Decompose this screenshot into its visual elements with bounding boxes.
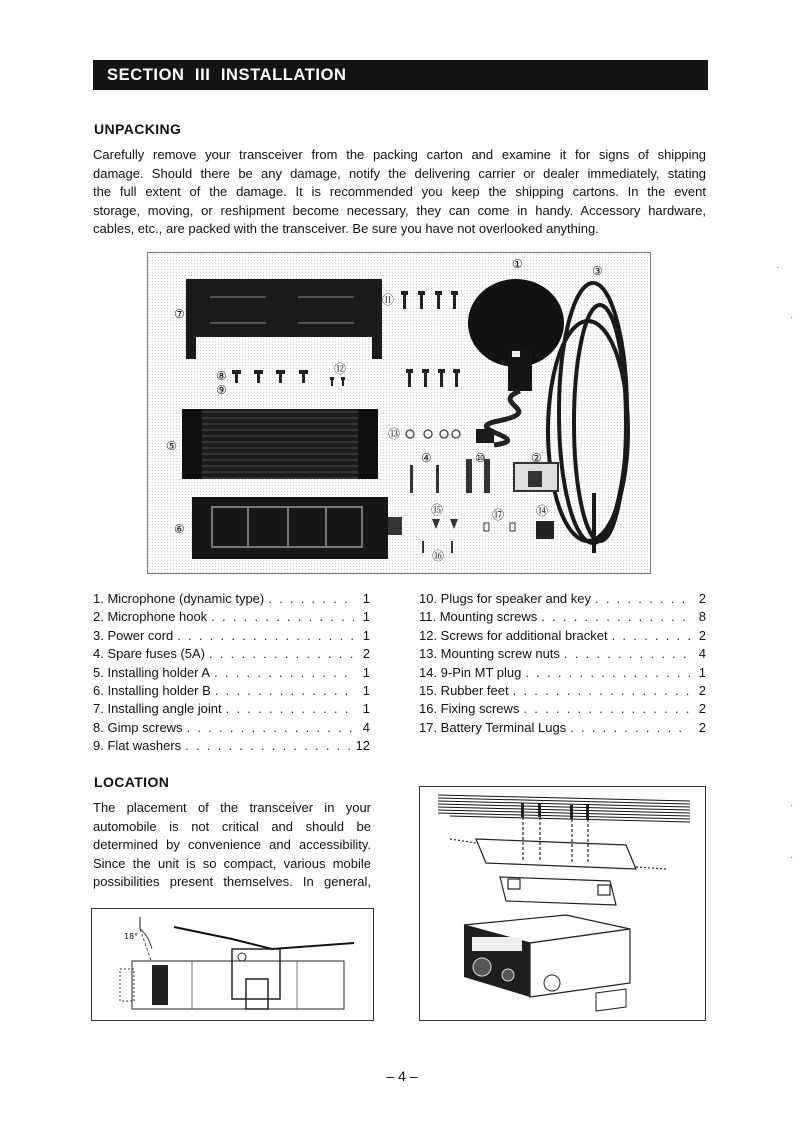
location-line: The placement of the transceiver in your — [93, 800, 371, 815]
location-heading: LOCATION — [94, 774, 170, 790]
callout-14: ⑭ — [536, 504, 549, 518]
unpacking-line: Carefully remove your transceiver from the packing carton and examine it for signs of shipping — [93, 147, 706, 162]
parts-list-right — [419, 590, 706, 737]
callout-16: ⑯ — [432, 549, 445, 563]
location-line: Since the unit is so compact, various mobile — [93, 855, 371, 871]
parts-list-item: 1. Microphone (dynamic type) . . . 1 — [93, 590, 370, 608]
parts-list-item: 17. Battery Terminal Lugs . . . 2 — [419, 719, 706, 737]
parts-list-item: 10. Plugs for speaker and key . . . 2 — [419, 590, 706, 608]
installing-holder-a-image — [182, 409, 378, 479]
callout-12: ⑫ — [334, 362, 347, 376]
location-paragraph — [93, 799, 371, 892]
unpacking-line: the full extent of the damage. It is recommended you keep the shipping cartons. In the event — [93, 184, 706, 200]
installing-holder-b-image — [192, 497, 402, 559]
callout-10: ⑩ — [475, 451, 486, 465]
parts-list-item: 13. Mounting screw nuts . . . 4 — [419, 645, 706, 663]
angle-label: 18° — [124, 932, 139, 941]
parts-list-item: 7. Installing angle joint . . . 1 — [93, 700, 370, 718]
callout-13: ⑬ — [388, 427, 401, 441]
unpacking-line: storage, moving, or reshipment become necessary, they can come in handy. Accessory hardware, — [93, 202, 706, 218]
parts-list-item: 6. Installing holder B . . . 1 — [93, 682, 370, 700]
unpacking-line: damage. Should there be any damage, notify the delivering carrier or dealer immediately, stating — [93, 165, 706, 181]
callout-3: ③ — [592, 264, 603, 278]
callout-9: ⑨ — [216, 383, 227, 397]
section-title-banner: SECTION III INSTALLATION — [93, 60, 708, 90]
parts-list-item: 9. Flat washers . . . 12 — [93, 737, 370, 755]
unpacking-heading: UNPACKING — [94, 121, 182, 137]
microphone-hook-image — [514, 463, 558, 491]
location-line: determined by convenience and accessibility. — [93, 837, 371, 853]
callout-4: ④ — [421, 451, 432, 465]
unpacking-paragraph — [93, 146, 706, 239]
callout-6: ⑥ — [174, 522, 185, 536]
bracket-mount-illustration — [420, 787, 706, 1021]
accessory-parts-illustration — [148, 253, 651, 574]
callout-7: ⑦ — [174, 307, 185, 321]
parts-list-item: 11. Mounting screws . . . 8 — [419, 608, 706, 626]
angle-joint — [500, 877, 616, 905]
parts-list-item: 2. Microphone hook . . . 1 — [93, 608, 370, 626]
accessory-parts-photo — [147, 252, 651, 574]
callout-1: ① — [512, 257, 523, 271]
callout-11: ⑪ — [382, 293, 395, 307]
parts-list-item: 16. Fixing screws . . . 2 — [419, 700, 706, 718]
angle-mount-figure — [91, 908, 374, 1021]
parts-list-item: 12. Screws for additional bracket . . . 2 — [419, 627, 706, 645]
location-line: possibilities present themselves. In general, — [93, 874, 371, 890]
parts-list-left — [93, 590, 370, 756]
transceiver-unit — [464, 915, 630, 1011]
callout-15: ⑮ — [431, 503, 444, 517]
parts-list-item: 5. Installing holder A . . . 1 — [93, 664, 370, 682]
parts-list-item: 8. Gimp screws . . . 4 — [93, 719, 370, 737]
parts-list-item: 15. Rubber feet . . . 2 — [419, 682, 706, 700]
parts-list-item: 4. Spare fuses (5A) . . . 2 — [93, 645, 370, 663]
mounting-surface — [438, 795, 690, 822]
location-line: automobile is not critical and should be — [93, 818, 371, 834]
page-number: – 4 – — [386, 1068, 418, 1084]
callout-8: ⑧ — [216, 369, 227, 383]
bracket-mount-figure — [419, 786, 706, 1021]
mounting-bracket — [450, 817, 666, 869]
unpacking-line: cables, etc., are packed with the transceiver. Be sure you have not overlooked anything. — [93, 221, 599, 237]
callout-17: ⑰ — [492, 508, 505, 522]
parts-list-item: 14. 9-Pin MT plug . . . 1 — [419, 664, 706, 682]
callout-5: ⑤ — [166, 439, 177, 453]
parts-list-item: 3. Power cord . . . 1 — [93, 627, 370, 645]
callout-2: ② — [531, 451, 542, 465]
angle-mount-illustration — [92, 909, 374, 1021]
